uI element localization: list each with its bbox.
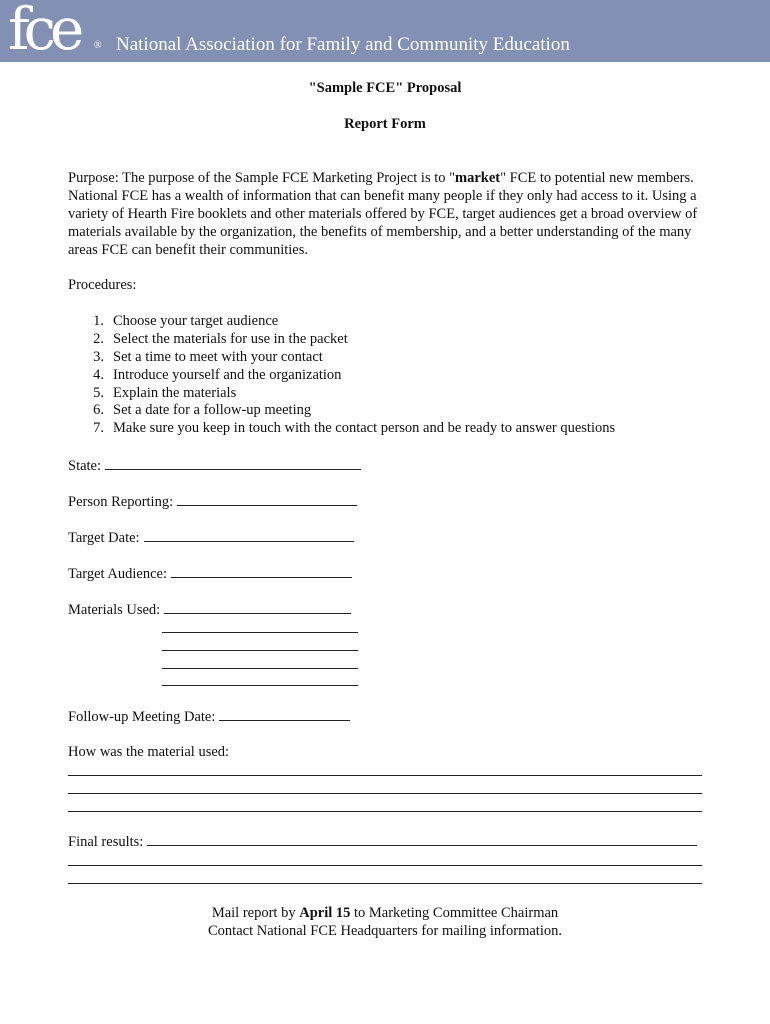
step-text: Make sure you keep in touch with the contact person and be ready to answer questions <box>113 420 616 437</box>
deadline-date: April 15 <box>299 905 351 921</box>
procedures-list <box>68 313 615 438</box>
how-used-line[interactable] <box>68 775 702 776</box>
list-item <box>68 402 615 420</box>
step-number: 7. <box>93 420 104 437</box>
list-item <box>68 331 615 349</box>
followup-date-label: Follow-up Meeting Date: <box>68 709 216 725</box>
list-item <box>68 385 615 403</box>
list-item <box>68 313 615 331</box>
purpose-text-end: " FCE to potential new members. National FCE has a wealth of information that can benefit many people if they only had access to it. Using a variety of Hearth Fire booklets and other materials offered by FCE, target audiences get a broad overview of materials available by the organization, the benefits of membership, and a better understanding of the many areas FCE can benefit their communities. <box>68 170 698 258</box>
step-text: Set a time to meet with your contact <box>113 348 323 365</box>
followup-date-blank[interactable] <box>219 707 350 721</box>
target-audience-label: Target Audience: <box>68 566 167 582</box>
target-date-field <box>68 528 354 547</box>
contact-instructions: Contact National FCE Headquarters for mailing information. <box>208 923 562 939</box>
step-number: 1. <box>93 313 104 329</box>
target-date-label: Target Date: <box>68 530 140 546</box>
step-number: 4. <box>93 366 104 383</box>
step-text: Explain the materials <box>113 384 237 401</box>
registered-mark: ® <box>94 40 102 51</box>
step-text: Set a date for a follow-up meeting <box>113 402 312 419</box>
target-audience-blank[interactable] <box>171 564 352 578</box>
state-label: State: <box>68 458 102 474</box>
final-results-blank[interactable] <box>147 832 697 846</box>
how-used-field <box>68 743 229 761</box>
purpose-paragraph <box>68 169 708 259</box>
how-used-line[interactable] <box>68 793 702 794</box>
step-text: Introduce yourself and the organization <box>113 366 342 383</box>
materials-used-label: Materials Used: <box>68 602 161 618</box>
step-text: Choose your target audience <box>113 313 279 329</box>
step-number: 2. <box>93 330 104 347</box>
how-used-label: How was the material used: <box>68 744 230 760</box>
document-title: "Sample FCE" Proposal <box>308 80 462 96</box>
materials-used-blank[interactable] <box>162 685 358 686</box>
org-name: National Association for Family and Community Education <box>116 34 570 55</box>
person-reporting-label: Person Reporting: <box>68 494 174 510</box>
materials-used-blank[interactable] <box>162 668 358 669</box>
materials-used-field <box>68 600 351 619</box>
document-subtitle: Report Form <box>344 116 426 132</box>
mail-text-start: Mail report by <box>211 905 300 921</box>
purpose-text-start: Purpose: The purpose of the Sample FCE Marketing Project is to " <box>68 170 456 186</box>
final-results-line[interactable] <box>68 865 702 866</box>
materials-used-blank[interactable] <box>162 632 358 633</box>
step-number: 3. <box>93 348 104 365</box>
procedures-label: Procedures: <box>68 277 137 293</box>
final-results-line[interactable] <box>68 883 702 884</box>
how-used-line[interactable] <box>68 811 702 812</box>
step-number: 5. <box>93 384 104 401</box>
target-date-blank[interactable] <box>144 528 354 542</box>
person-reporting-field <box>68 492 357 511</box>
person-reporting-blank[interactable] <box>177 492 357 506</box>
list-item <box>68 367 615 385</box>
mail-instructions <box>0 904 770 922</box>
purpose-bold-word: market <box>455 170 501 186</box>
mail-text-end: to Marketing Committee Chairman <box>350 905 559 921</box>
list-item <box>68 349 615 367</box>
state-field <box>68 456 361 475</box>
fce-logo: fce <box>8 0 79 63</box>
materials-used-blank[interactable] <box>164 600 351 614</box>
followup-date-field <box>68 707 350 726</box>
final-results-field <box>68 832 697 851</box>
state-blank[interactable] <box>105 456 361 470</box>
target-audience-field <box>68 564 352 583</box>
step-number: 6. <box>93 402 104 419</box>
header-banner <box>0 0 770 62</box>
list-item <box>68 420 615 438</box>
step-text: Select the materials for use in the packet <box>113 330 348 347</box>
final-results-label: Final results: <box>68 834 144 850</box>
materials-used-blank[interactable] <box>162 650 358 651</box>
